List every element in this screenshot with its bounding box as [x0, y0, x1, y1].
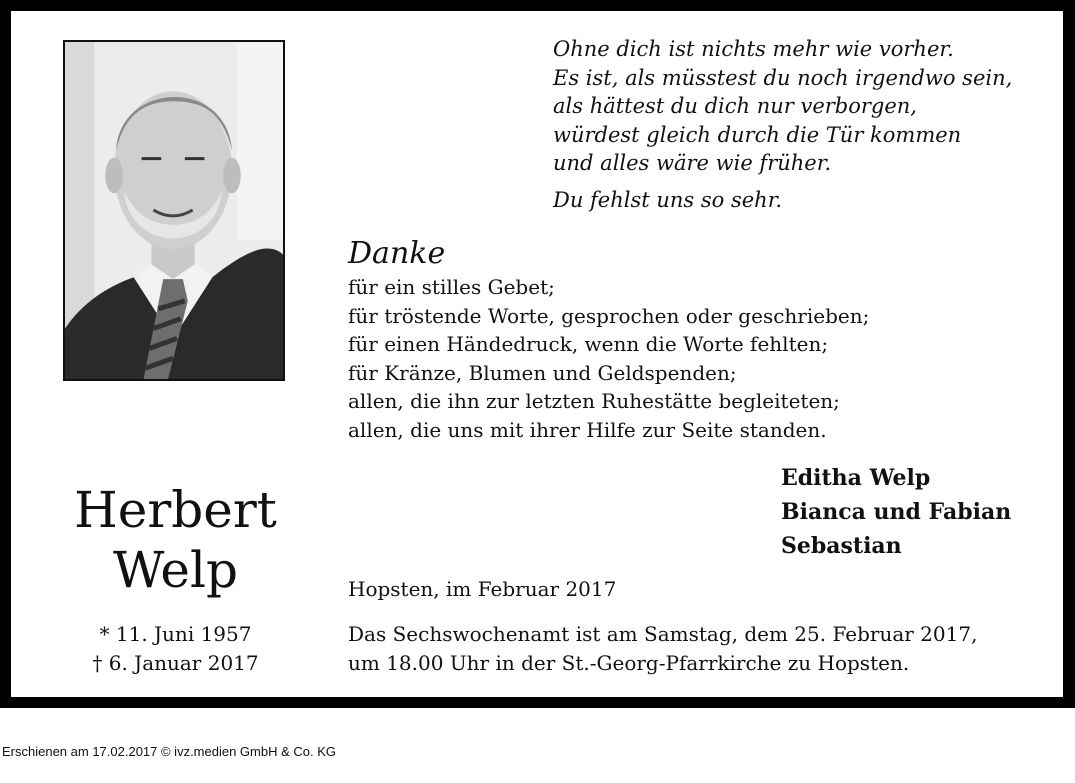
place-date: Hopsten, im Februar 2017	[348, 577, 617, 601]
birth-date: * 11. Juni 1957	[99, 622, 252, 646]
thanks-line: für einen Händedruck, wenn die Worte fehlten;	[348, 332, 829, 356]
thanks-heading: Danke	[348, 236, 446, 271]
publication-footer: Erschienen am 17.02.2017 © ivz.medien GmbH & Co. KG	[2, 744, 337, 759]
poem	[553, 35, 1012, 214]
thanks-line: für Kränze, Blumen und Geldspenden;	[348, 360, 737, 385]
family-signature	[781, 461, 1011, 563]
portrait-image	[65, 42, 283, 379]
service-line: Das Sechswochenamt ist am Samstag, dem 25. Februar 2017,	[348, 622, 978, 646]
thanks-line: allen, die ihn zur letzten Ruhestätte begleiteten;	[348, 389, 840, 413]
poem-line: und alles wäre wie früher.	[553, 151, 832, 175]
family-member: Editha Welp	[781, 465, 931, 491]
thanks-line: für tröstende Worte, gesprochen oder geschrieben;	[348, 303, 870, 328]
portrait-photo	[63, 40, 285, 381]
deceased-first-name: Herbert	[74, 481, 277, 539]
family-member: Bianca und Fabian	[781, 499, 1012, 525]
poem-closing: Du fehlst uns so sehr.	[553, 187, 783, 212]
thanks-line: allen, die uns mit ihrer Hilfe zur Seite standen.	[348, 417, 827, 442]
thanks-list	[348, 273, 869, 444]
service-line: um 18.00 Uhr in der St.-Georg-Pfarrkirche zu Hopsten.	[348, 651, 910, 675]
deceased-last-name: Welp	[113, 541, 238, 599]
service-notice	[348, 620, 977, 678]
poem-line: Ohne dich ist nichts mehr wie vorher.	[553, 37, 954, 61]
poem-line: Es ist, als müsstest du noch irgendwo sein,	[553, 65, 1013, 90]
deceased-name	[58, 480, 293, 600]
poem-line: würdest gleich durch die Tür kommen	[553, 122, 962, 147]
family-member: Sebastian	[781, 533, 902, 559]
poem-line: als hättest du dich nur verborgen,	[553, 94, 917, 118]
death-date: † 6. Januar 2017	[92, 651, 259, 675]
life-dates	[58, 620, 293, 678]
thanks-line: für ein stilles Gebet;	[348, 275, 555, 299]
